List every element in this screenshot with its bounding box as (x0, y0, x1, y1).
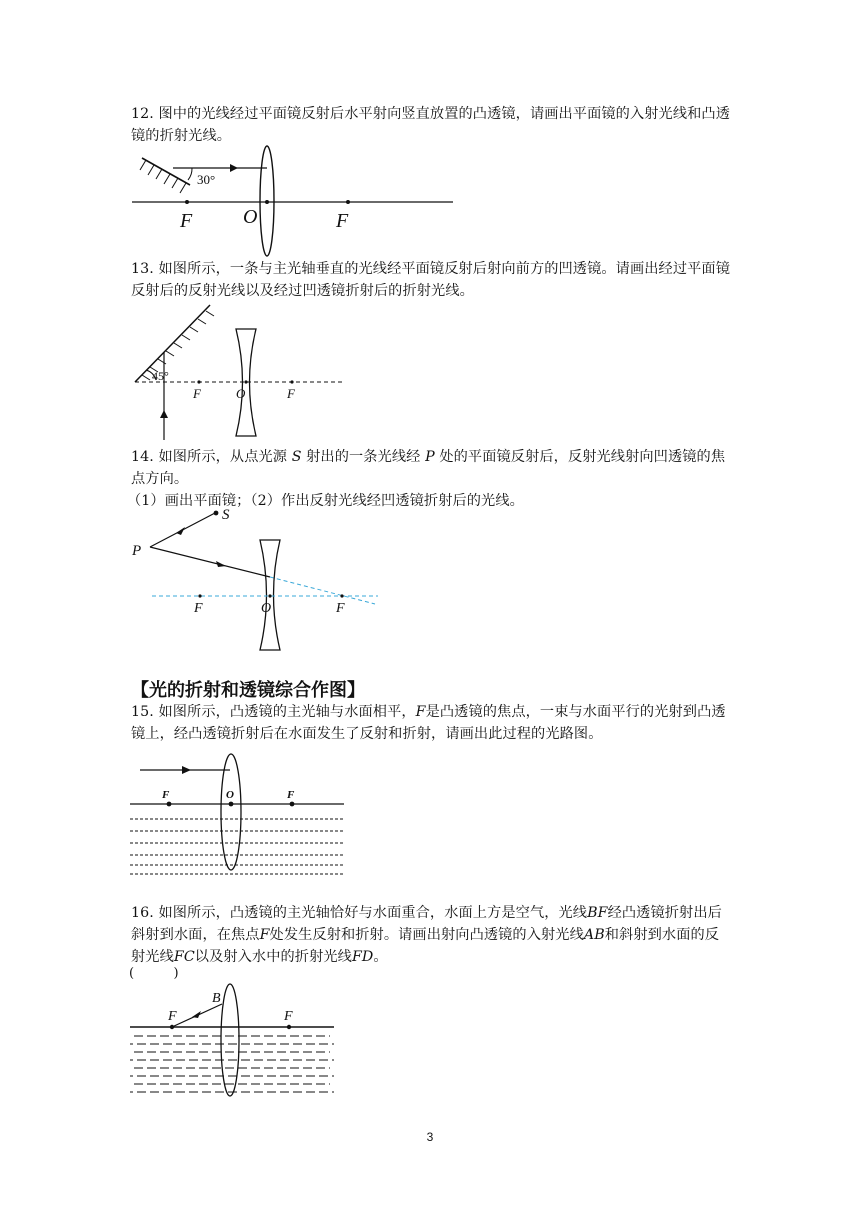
focus-left-label: F (162, 789, 170, 801)
reflected-ray (150, 547, 270, 577)
ray-arrow (176, 527, 185, 535)
mirror-hatching (140, 160, 186, 193)
water-dashes (130, 1036, 334, 1092)
water-lines (130, 819, 344, 874)
focus-left-label: F (194, 601, 203, 616)
focus-left-dot (170, 1025, 174, 1029)
point-b-label: B (212, 991, 221, 1006)
question-15-text: 15. 如图所示，凸透镜的主光轴与水面相平，F是凸透镜的焦点，一束与水面平行的光射到凸透镜上，经凸透镜折射后在水面发生了反射和折射，请画出此过程的光路图。 (131, 704, 726, 742)
optical-center-dot (229, 802, 234, 807)
focus-left-label: F (193, 386, 201, 401)
optical-center-label: O (226, 789, 234, 801)
focus-left-dot (198, 594, 201, 597)
optical-center-label: O (261, 601, 272, 616)
figure-q16 (130, 980, 340, 1100)
focus-right-label: F (284, 1009, 293, 1024)
ray-arrow (230, 164, 238, 172)
focus-right-dot (346, 200, 350, 204)
ray-arrow (160, 410, 168, 418)
optical-center-label: O (236, 386, 246, 401)
extension-dashed (270, 577, 375, 604)
source-label: S (222, 507, 230, 523)
angle-label: 45° (152, 369, 169, 383)
focus-right-label: F (336, 601, 345, 616)
figure-q12 (130, 140, 460, 260)
focus-right-dot (290, 802, 295, 807)
optical-center-dot (244, 380, 247, 383)
convex-lens (221, 754, 241, 870)
focus-right-dot (340, 594, 343, 597)
light-source-dot (214, 511, 219, 516)
focus-right-label: F (287, 386, 295, 401)
ray-arrow (216, 561, 226, 567)
optical-center-label: O (243, 206, 258, 228)
convex-lens (221, 984, 239, 1096)
page-number: 3 (426, 1130, 434, 1144)
focus-left-dot (167, 802, 172, 807)
figure-q13 (130, 300, 350, 442)
focus-left-dot (197, 380, 200, 383)
figure-q15 (130, 752, 350, 878)
optical-center-dot (265, 200, 269, 204)
focus-right-dot (290, 380, 293, 383)
figure-q14 (130, 505, 390, 655)
point-p-label: P (132, 543, 142, 559)
answer-blank: ( ) (129, 966, 179, 981)
question-12-text: 12. 图中的光线经过平面镜反射后水平射向竖直放置的凸透镜，请画出平面镜的入射光线和凸透镜的折射光线。 (131, 106, 730, 144)
focus-right-label: F (287, 789, 295, 801)
ray-arrow (182, 766, 191, 774)
angle-arc (188, 168, 192, 180)
question-14-text: 14. 如图所示，从点光源 S 射出的一条光线经 P 处的平面镜反射后，反射光线射向凹透镜的焦点方向。 (131, 449, 726, 487)
optical-center-dot (268, 594, 271, 597)
focus-left-dot (185, 200, 189, 204)
focus-left-label: F (168, 1009, 177, 1024)
focus-left-label: F (180, 210, 193, 232)
section-title: 【光的折射和透镜综合作图】 (131, 680, 365, 701)
angle-label: 30° (197, 172, 216, 187)
focus-right-label: F (336, 210, 349, 232)
question-14-subparts: （1）画出平面镜；（2）作出反射光线经凹透镜折射后的光线。 (127, 493, 524, 509)
focus-right-dot (287, 1025, 291, 1029)
question-13-text: 13. 如图所示，一条与主光轴垂直的光线经平面镜反射后射向前方的凹透镜。请画出经过平面镜反射后的反射光线以及经过凹透镜折射后的折射光线。 (131, 261, 730, 299)
question-16-text: 16. 如图所示，凸透镜的主光轴恰好与水面重合，水面上方是空气，光线BF经凸透镜折射出后斜射到水面，在焦点F处发生反射和折射。请画出射向凸透镜的入射光线AB和斜射到水面的反射光线FC以及射入水中的折射光线FD。 (131, 905, 722, 965)
